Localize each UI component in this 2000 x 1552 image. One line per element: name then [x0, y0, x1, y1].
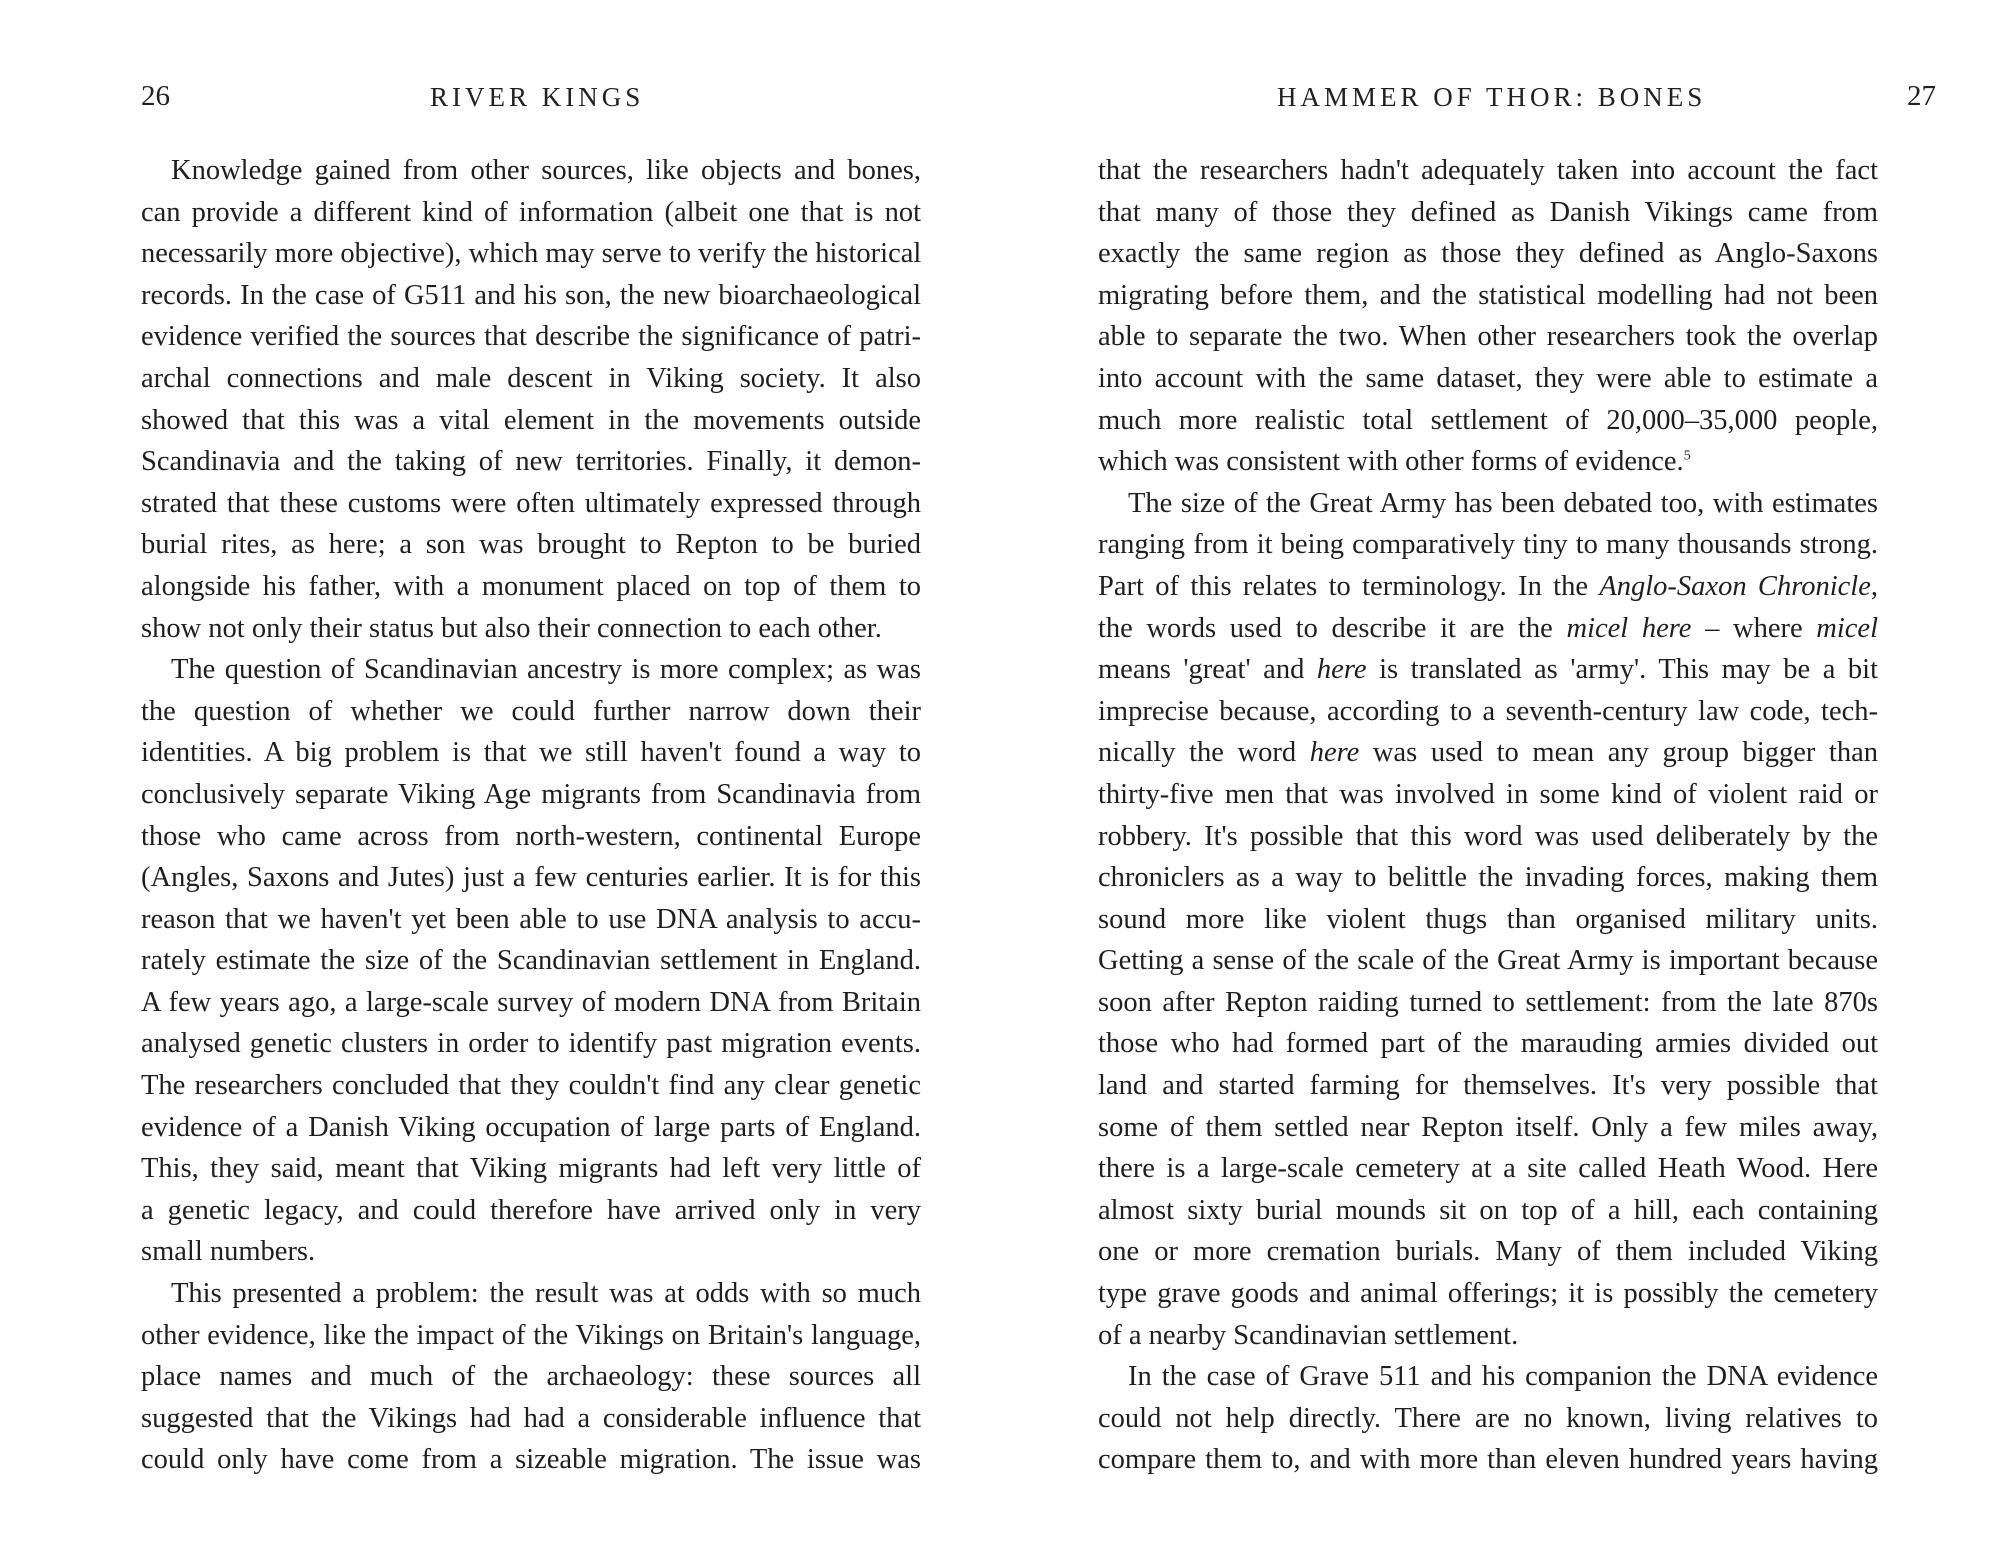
text-fragment: Part of this relates to terminology. In the [1098, 570, 1588, 602]
text-line: burial rites, as here; a son was brought to Repton to be buried [141, 529, 921, 561]
text-line: (Angles, Saxons and Jutes) just a few centuries earlier. It is for this [141, 862, 921, 894]
footnote-marker[interactable]: 5 [1683, 448, 1691, 464]
text-line: place names and much of the archaeology: these sources all [141, 1361, 921, 1393]
italic-term: micel here [1566, 612, 1692, 644]
text-line: of a nearby Scandinavian settlement. [1098, 1319, 1519, 1351]
text-line [1098, 608, 1878, 650]
body-text [1098, 150, 1878, 1481]
text-line: can provide a different kind of information (albeit one that is not [141, 196, 921, 228]
text-line: showed that this was a vital element in the movements outside [141, 404, 921, 436]
right-page [1000, 0, 2000, 1552]
text-line: almost sixty burial mounds sit on top of a hill, each containing [1098, 1194, 1878, 1226]
text-line: A few years ago, a large-scale survey of modern DNA from Britain [141, 986, 921, 1018]
text-line: Getting a sense of the scale of the Great Army is important because [1098, 945, 1878, 977]
text-line: chroniclers as a way to belittle the invading forces, making them [1098, 862, 1878, 894]
text-line: those who had formed part of the marauding armies divided out [1098, 1028, 1878, 1060]
text-line: could only have come from a sizeable migration. The issue was [141, 1444, 921, 1476]
italic-term: micel [1816, 612, 1878, 644]
text-line: ranging from it being comparatively tiny to many thousands strong. [1098, 529, 1878, 561]
text-line: analysed genetic clusters in order to identify past migration events. [141, 1028, 921, 1060]
text-line: This presented a problem: the result was at odds with so much [171, 1278, 921, 1310]
text-line: able to separate the two. When other researchers took the overlap [1098, 321, 1878, 353]
text-line: those who came across from north-western, continental Europe [141, 820, 921, 852]
text-fragment: – where [1691, 612, 1803, 644]
text-line: Knowledge gained from other sources, like objects and bones, [171, 155, 921, 186]
text-line: a genetic legacy, and could therefore have arrived only in very [141, 1194, 921, 1226]
page-number: 27 [1907, 80, 1936, 112]
italic-term: here [1316, 654, 1367, 686]
text-line: alongside his father, with a monument placed on top of them to [141, 570, 921, 602]
page-number: 26 [141, 80, 170, 112]
text-line: The size of the Great Army has been debated too, with estimates [1128, 487, 1878, 519]
text-line: necessarily more objective), which may serve to verify the historical [141, 238, 922, 270]
text-line: exactly the same region as those they defined as Anglo-Saxons [1098, 238, 1878, 270]
text-line: type grave goods and animal offerings; it is possibly the cemetery [1098, 1278, 1878, 1310]
text-line: some of them settled near Repton itself. Only a few miles away, [1098, 1111, 1878, 1143]
text-line [1098, 732, 1878, 774]
text-line: other evidence, like the impact of the Vikings on Britain's language, [141, 1319, 921, 1351]
text-line: sound more like violent thugs than organised military units. [1098, 903, 1878, 935]
text-line: In the case of Grave 511 and his companion the DNA evidence [1128, 1361, 1878, 1393]
text-line: The question of Scandinavian ancestry is more complex; as was [171, 654, 921, 686]
running-head: RIVER KINGS [430, 82, 645, 112]
text-line: evidence of a Danish Viking occupation of large parts of England. [141, 1111, 921, 1143]
italic-title: Anglo-Saxon Chronicle [1599, 570, 1871, 602]
text-line: strated that these customs were often ultimately expressed through [141, 487, 921, 519]
text-line: show not only their status but also their connection to each other. [141, 612, 882, 644]
text-line: much more realistic total settlement of 20,000–35,000 people, [1098, 404, 1878, 436]
text-line: compare them to, and with more than eleven hundred years having [1098, 1444, 1878, 1476]
text-line [1098, 441, 1878, 483]
text-fragment: which was consistent with other forms of evidence. [1098, 446, 1684, 478]
running-head: HAMMER OF THOR: BONES [1277, 82, 1707, 112]
text-fragment: , [1870, 570, 1878, 602]
text-fragment: nically the word [1098, 737, 1297, 769]
text-line: that many of those they defined as Danish Vikings came from [1098, 196, 1878, 228]
text-line: Scandinavia and the taking of new territories. Finally, it demon- [141, 446, 921, 478]
text-fragment: the words used to describe it are the [1098, 612, 1553, 644]
text-line: that the researchers hadn't adequately taken into account the fact [1098, 155, 1878, 186]
text-line: thirty-five men that was involved in some kind of violent raid or [1098, 778, 1878, 810]
italic-term: here [1309, 737, 1360, 769]
text-line: into account with the same dataset, they were able to estimate a [1098, 362, 1878, 394]
text-line: reason that we haven't yet been able to use DNA analysis to accu- [141, 903, 921, 935]
text-line: there is a large-scale cemetery at a site called Heath Wood. Here [1098, 1153, 1878, 1185]
text-line: robbery. It's possible that this word was used deliberately by the [1098, 820, 1878, 852]
text-line [1098, 649, 1878, 691]
text-line: identities. A big problem is that we still haven't found a way to [141, 737, 921, 769]
text-fragment: was used to mean any group bigger than [1359, 737, 1878, 769]
text-line: archal connections and male descent in Viking society. It also [141, 362, 921, 394]
text-line: could not help directly. There are no known, living relatives to [1098, 1402, 1878, 1434]
text-line: suggested that the Vikings had had a considerable influence that [141, 1402, 921, 1434]
text-line: evidence verified the sources that describe the significance of patri- [141, 321, 921, 353]
text-line: migrating before them, and the statistical modelling had not been [1098, 279, 1878, 311]
body-text [141, 150, 921, 1481]
text-fragment: is translated as 'army'. This may be a bit [1366, 654, 1879, 686]
text-line [1098, 566, 1878, 608]
text-line: This, they said, meant that Viking migrants had left very little of [141, 1153, 921, 1185]
text-line: rately estimate the size of the Scandinavian settlement in England. [141, 945, 921, 977]
text-line: imprecise because, according to a seventh-century law code, tech- [1098, 695, 1878, 727]
text-fragment: means 'great' and [1098, 654, 1305, 686]
text-line: one or more cremation burials. Many of them included Viking [1098, 1236, 1878, 1268]
text-line: The researchers concluded that they couldn't find any clear genetic [141, 1070, 921, 1102]
text-line: the question of whether we could further narrow down their [141, 695, 921, 727]
text-line: small numbers. [141, 1236, 316, 1268]
text-line: soon after Repton raiding turned to settlement: from the late 870s [1098, 986, 1878, 1018]
text-line: land and started farming for themselves. It's very possible that [1098, 1070, 1878, 1102]
text-line: conclusively separate Viking Age migrants from Scandinavia from [141, 778, 921, 810]
text-line: records. In the case of G511 and his son, the new bioarchaeological [141, 279, 921, 311]
